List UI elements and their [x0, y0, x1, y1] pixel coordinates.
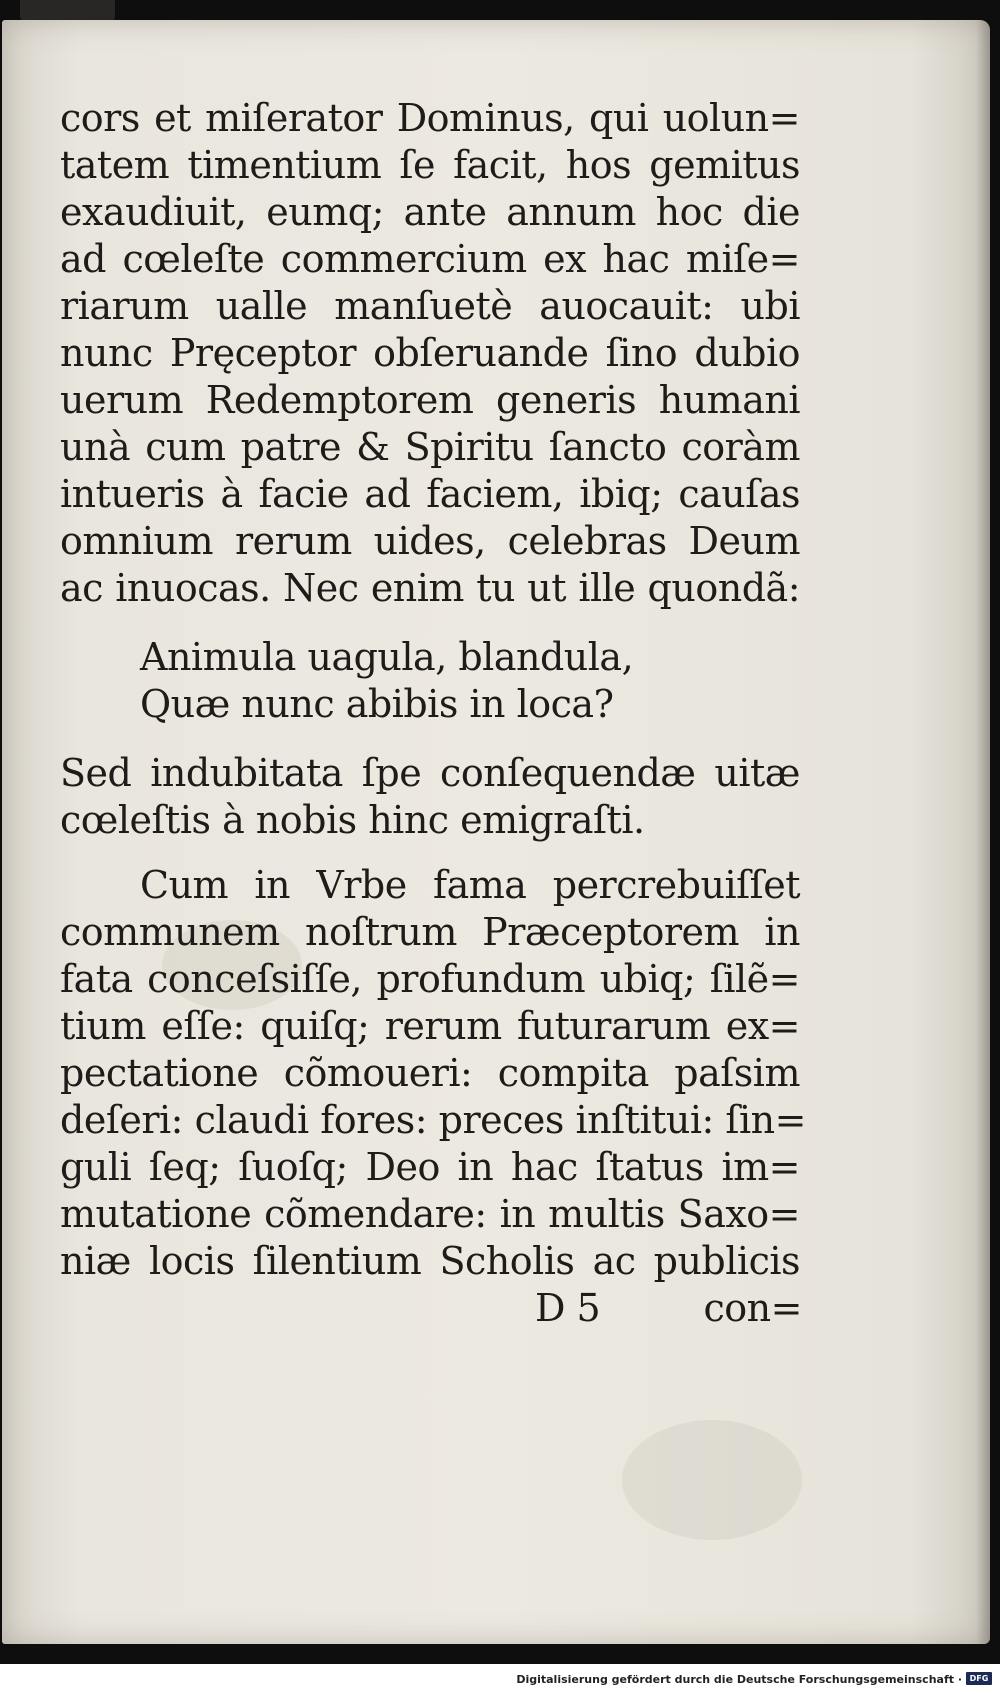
- attribution-bar: [0, 1664, 1000, 1694]
- text-line: tium eſſe: quiſq; rerum futurarum ex=: [60, 1004, 800, 1048]
- catchword: con=: [703, 1286, 802, 1330]
- text-line: tatem timentium ſe facit, hos gemitus: [60, 143, 800, 187]
- text-line: deſeri: claudi fores: preces inſtitui: ſin=: [60, 1098, 806, 1142]
- text-line: omnium rerum uides, celebras Deum: [60, 519, 800, 563]
- page-edge-shadow: [976, 20, 990, 1644]
- verse-line: Quæ nunc abibis in loca?: [140, 682, 614, 726]
- dfg-logo-icon: DFG: [966, 1672, 992, 1685]
- text-line: pectatione cõmoueri: compita paſsim: [60, 1051, 800, 1095]
- page-text: [60, 95, 806, 1332]
- text-line: uerum Redemptorem generis humani: [60, 378, 800, 422]
- verse-line: Animula uagula, blandula,: [140, 635, 634, 679]
- text-line: ac inuocas. Nec enim tu ut ille quondã:: [60, 566, 800, 610]
- text-line: cors et miſerator Dominus, qui uolun=: [60, 96, 800, 140]
- text-line: niæ locis ſilentium Scholis ac publicis: [60, 1239, 800, 1283]
- paper-stain: [622, 1420, 802, 1540]
- text-line: exaudiuit, eumq; ante annum hoc die: [60, 190, 800, 234]
- text-line: ad cœleſte commercium ex hac miſe=: [60, 237, 800, 281]
- attribution-text: Digitalisierung gefördert durch die Deutsche Forschungsgemeinschaft ·: [516, 1673, 962, 1686]
- text-line: riarum ualle manſuetè auocauit: ubi: [60, 284, 800, 328]
- signature-mark: D 5: [535, 1286, 601, 1330]
- paragraph-first-line: Cum in Vrbe fama percrebuiſſet: [140, 863, 800, 907]
- binding-tab: [20, 0, 115, 22]
- text-line: nunc Pręceptor obſeruande ſino dubio: [60, 331, 800, 375]
- text-line: intueris à facie ad faciem, ibiq; cauſas: [60, 472, 800, 516]
- text-line: mutatione cõmendare: in multis Saxo=: [60, 1192, 800, 1236]
- text-line: unà cum patre & Spiritu ſancto coràm: [60, 425, 800, 469]
- text-line: cœleſtis à nobis hinc emigraſti.: [60, 798, 645, 842]
- text-line: Sed indubitata ſpe conſequendæ uitæ: [60, 751, 800, 795]
- text-line: fata conceſsiſſe, profundum ubiq; ſilẽ=: [60, 957, 800, 1001]
- text-line: communem noſtrum Præceptorem in: [60, 910, 800, 954]
- text-line: guli ſeq; ſuoſq; Deo in hac ſtatus im=: [60, 1145, 800, 1189]
- page-footer: [60, 1285, 800, 1332]
